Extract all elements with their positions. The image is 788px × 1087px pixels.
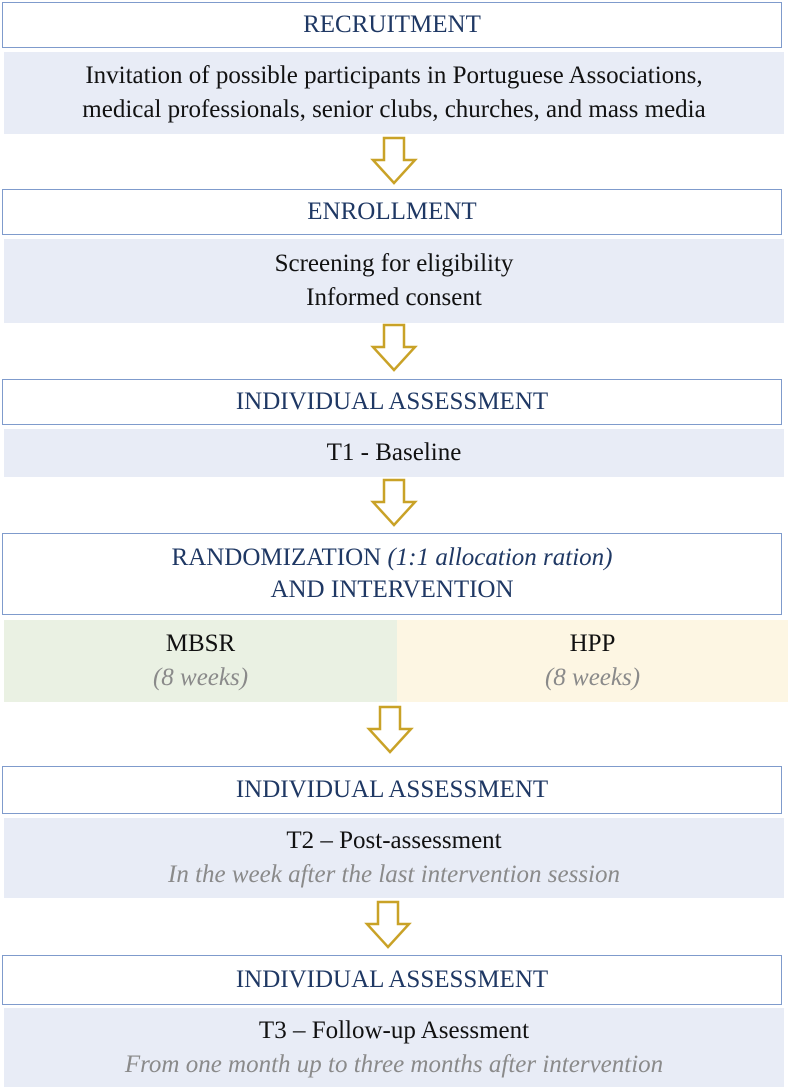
down-arrow-icon (369, 136, 419, 186)
assessment1-body (4, 429, 784, 477)
recruitment-body (4, 52, 784, 134)
arm-mbsr (4, 620, 397, 702)
down-arrow-icon (369, 478, 419, 528)
down-arrow-icon (365, 705, 415, 755)
arm-hpp-name: HPP (569, 630, 616, 657)
randomization-title-line2: AND INTERVENTION (270, 576, 514, 603)
assessment3-header (2, 955, 782, 1005)
assessment3-line1: T3 – Follow-up Asessment (258, 1016, 530, 1044)
assessment3-title: INDIVIDUAL ASSESSMENT (235, 966, 549, 993)
randomization-header (2, 533, 782, 615)
assessment2-body (4, 818, 784, 898)
assessment3-body (4, 1008, 784, 1087)
assessment2-header (2, 766, 782, 814)
arm-hpp-duration: (8 weeks) (544, 664, 641, 691)
assessment3-line2: From one month up to three months after intervention (124, 1050, 664, 1078)
randomization-title-line1 (172, 542, 613, 574)
arm-hpp (397, 620, 788, 702)
enrollment-line2: Informed consent (306, 284, 482, 311)
recruitment-header (2, 2, 782, 48)
assessment1-title: INDIVIDUAL ASSESSMENT (235, 388, 549, 415)
assessment2-title: INDIVIDUAL ASSESSMENT (235, 776, 549, 803)
arm-mbsr-name: MBSR (165, 630, 236, 657)
down-arrow-icon (369, 323, 419, 373)
down-arrow-icon (363, 900, 413, 950)
assessment2-line2: In the week after the last intervention session (168, 861, 620, 888)
randomization-title-main: RANDOMIZATION (171, 544, 388, 571)
assessment1-header (2, 379, 782, 425)
enrollment-line1: Screening for eligibility (274, 250, 514, 277)
assessment1-line1: T1 - Baseline (326, 439, 462, 466)
enrollment-header (2, 189, 782, 235)
enrollment-body (4, 239, 784, 323)
recruitment-line2: medical professionals, senior clubs, churches, and mass media (82, 96, 706, 123)
arm-mbsr-duration: (8 weeks) (152, 664, 249, 691)
randomization-ratio: (1:1 allocation ration) (387, 544, 613, 571)
recruitment-title: RECRUITMENT (303, 11, 481, 38)
recruitment-line1: Invitation of possible participants in Portuguese Associations, (85, 62, 703, 89)
assessment2-line1: T2 – Post-assessment (286, 827, 502, 854)
enrollment-title: ENROLLMENT (307, 198, 477, 225)
